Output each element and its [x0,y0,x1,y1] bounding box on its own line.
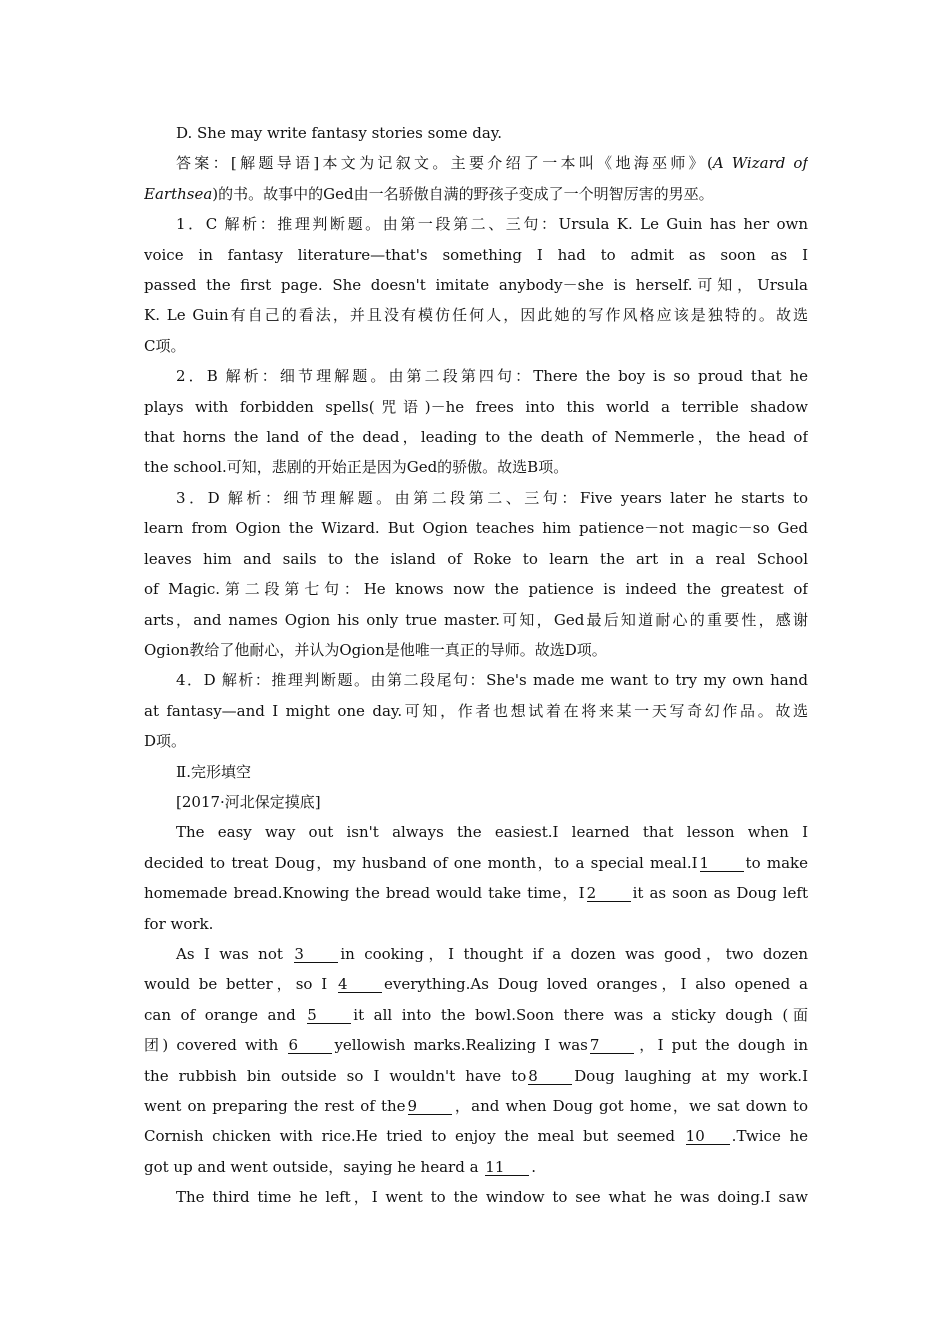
document-page [144,118,808,1213]
passage-line-12: got up and went outside，saying he heard a 11 . [144,1157,537,1176]
answer-2-line-3: that horns the land of the dead，leading to the death of Nemmerle，the head of [144,428,808,447]
option-d-line: D. She may write fantasy stories some day. [176,124,503,142]
answer-3-line-6: Ogion教给了他耐心，并认为Ogion是他唯一真正的导师。故选D项。 [144,640,607,659]
answer-1-line-2: voice in fantasy literature—that's something I had to admit as soon as I [144,245,808,264]
answer-4-line-3: D项。 [144,732,187,751]
section-heading: Ⅱ.完形填空 [176,762,251,781]
blank-6: 6 [288,1037,332,1054]
passage-line-8: 团) covered with 6 yellowish marks.Realizing I was 7 ，I put the dough in [144,1036,808,1055]
blank-11: 11 [485,1159,529,1176]
passage-line-4: for work. [144,914,214,933]
blank-5: 5 [307,1007,351,1024]
blank-9: 9 [408,1098,452,1115]
blank-2: 2 [587,885,631,902]
answer-2-line-2: plays with forbidden spells(咒语)－he frees into this world a terrible shadow [144,397,808,416]
blank-7: 7 [590,1037,634,1054]
blank-3: 3 [294,946,338,963]
answer-4-line-1: 4．D 解析：推理判断题。由第二段尾句：She's made me want to try my own hand [176,671,808,690]
passage-line-1: The easy way out isn't always the easiest.I learned that lesson when I [176,823,808,842]
answer-2-line-4: the school.可知，悲剧的开始正是因为Ged的骄傲。故选B项。 [144,458,569,477]
answer-intro-line-1: 答案：[解题导语]本文为记叙文。主要介绍了一本叫《地海巫师》(A Wizard of [176,154,808,173]
answer-4-line-2: at fantasy—and I might one day.可知，作者也想试着在将来某一天写奇幻作品。故选 [144,701,808,720]
answer-3-line-4: of Magic.第二段第七句：He knows now the patience is indeed the greatest of [144,580,808,599]
blank-4: 4 [338,976,382,993]
passage-line-13: The third time he left，I went to the window to see what he was doing.I saw [176,1188,808,1207]
answer-3-line-2: learn from Ogion the Wizard. But Ogion teaches him patience－not magic－so Ged [144,519,808,538]
source-tag: [2017·河北保定摸底] [176,792,321,811]
answer-3-line-5: arts，and names Ogion his only true master.可知，Ged最后知道耐心的重要性，感谢 [144,610,808,629]
answer-1-line-5: C项。 [144,336,186,355]
answer-intro-line-2: Earthsea)的书。故事中的Ged由一名骄傲自满的野孩子变成了一个明智厉害的男巫。 [144,184,714,203]
passage-line-5: As I was not 3 in cooking，I thought if a dozen was good，two dozen [176,944,808,963]
blank-10: 10 [686,1128,730,1145]
answer-3-line-3: leaves him and sails to the island of Roke to learn the art in a real School [144,549,808,568]
passage-line-7: can of orange and 5 it all into the bowl.Soon there was a sticky dough (面 [144,1005,808,1024]
passage-line-3: homemade bread.Knowing the bread would take time，I 2 it as soon as Doug left [144,884,808,903]
blank-1: 1 [700,855,744,872]
answer-1-line-1: 1．C 解析：推理判断题。由第一段第二、三句：Ursula K. Le Guin has her own [176,215,808,234]
passage-line-9: the rubbish bin outside so I wouldn't have to 8 Doug laughing at my work.I [144,1066,808,1085]
answer-1-line-4: K. Le Guin有自己的看法，并且没有模仿任何人，因此她的写作风格应该是独特的。故选 [144,306,808,325]
blank-8: 8 [528,1068,572,1085]
passage-line-6: would be better，so I 4 everything.As Doug loved oranges，I also opened a [144,975,808,994]
answer-1-line-3: passed the first page. She doesn't imitate anybody－she is herself.可知，Ursula [144,276,808,295]
passage-line-11: Cornish chicken with rice.He tried to enjoy the meal but seemed 10 .Twice he [144,1127,808,1146]
passage-line-2: decided to treat Doug，my husband of one month，to a special meal.I 1 to make [144,853,808,872]
answer-2-line-1: 2．B 解析：细节理解题。由第二段第四句：There the boy is so proud that he [176,367,808,386]
answer-3-line-1: 3．D 解析：细节理解题。由第二段第二、三句：Five years later he starts to [176,488,808,507]
passage-line-10: went on preparing the rest of the 9 ，and when Doug got home，we sat down to [144,1097,808,1115]
